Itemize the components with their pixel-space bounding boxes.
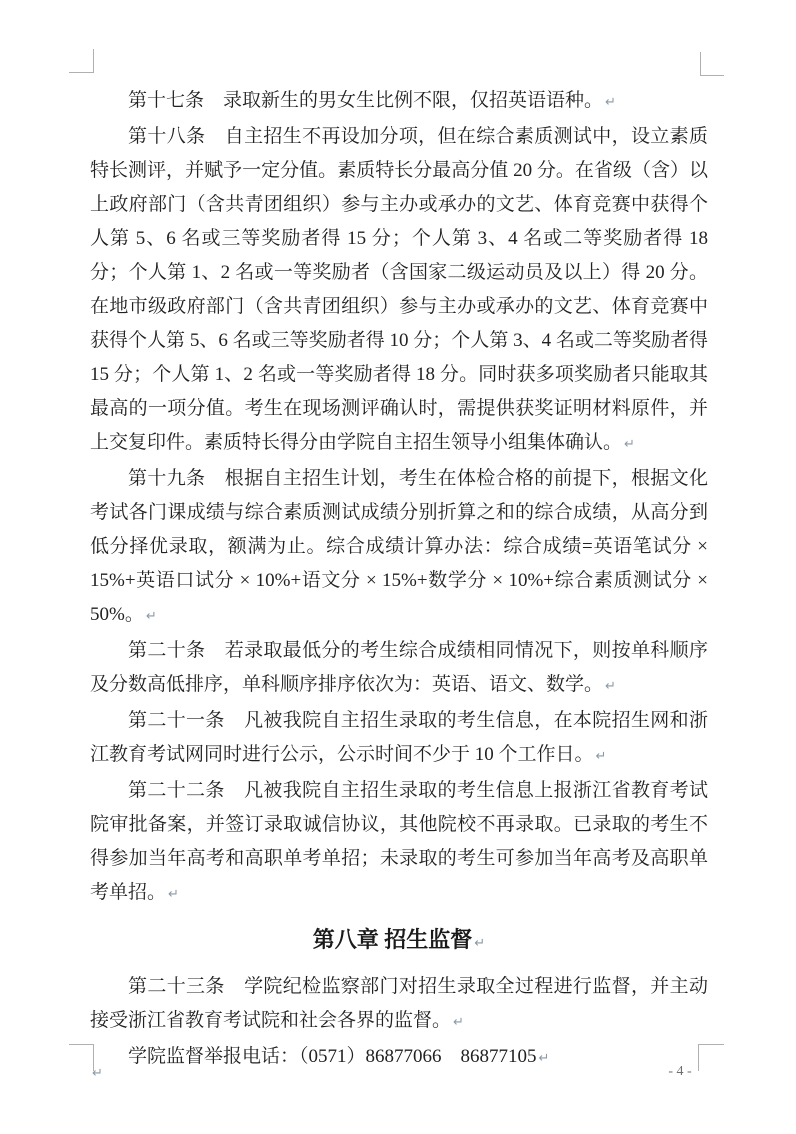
page-end-pilcrow-mark: ↵ bbox=[92, 1066, 103, 1081]
margin-crop-mark-top-left bbox=[69, 49, 94, 73]
paragraph-text: 第二十一条 凡被我院自主招生录取的考生信息，在本院招生网和浙江教育考试网同时进行公示，公示时间不少于 10 个工作日。 bbox=[90, 710, 708, 765]
paragraph-text: 第十九条 根据自主招生计划，考生在体检合格的前提下，根据文化考试各门课成绩与综合素质测试成绩分别折算之和的综合成绩，从高分到低分择优录取，额满为止。综合成绩计算办法：综合成绩=英语笔试分 × 15%+英语口试分 × 10%+语文分 × 15%+数学分 × 10%+综合素质测试分 × 50%。 bbox=[90, 468, 708, 625]
paragraph-article-22 bbox=[90, 774, 708, 912]
paragraph-article-23 bbox=[90, 970, 708, 1040]
paragraph-article-18 bbox=[90, 120, 708, 462]
pilcrow-mark: ↵ bbox=[624, 437, 635, 452]
pilcrow-mark: ↵ bbox=[595, 749, 607, 764]
chapter-heading-text: 第八章 招生监督 bbox=[312, 927, 473, 952]
pilcrow-mark: ↵ bbox=[605, 95, 616, 110]
pilcrow-mark: ↵ bbox=[168, 887, 179, 902]
pilcrow-mark: ↵ bbox=[605, 679, 616, 694]
paragraph-text: 第二十条 若录取最低分的考生综合成绩相同情况下，则按单科顺序及分数高低排序，单科顺序排序依次为：英语、语文、数学。 bbox=[90, 640, 708, 695]
paragraph-article-20 bbox=[90, 634, 708, 704]
supervision-phone-line bbox=[90, 1040, 708, 1076]
paragraph-article-17 bbox=[90, 84, 708, 120]
paragraph-article-21 bbox=[90, 704, 708, 774]
paragraph-text: 第十八条 自主招生不再设加分项，但在综合素质测试中，设立素质特长测评，并赋予一定分值。素质特长分最高分值 20 分。在省级（含）以上政府部门（含共青团组织）参与主办或承办的文艺、体育竞赛中获得个人第 5、6 名或三等奖励者得 15 分；个人第 3、4 名或二等奖励者得 18 分；个人第 1、2 名或一等奖励者（含国家二级运动员及以上）得 20 分。在地市级政府部门（含共青团组织）参与主办或承办的文艺、体育竞赛中获得个人第 5、6 名或三等奖励者得 10 分；个人第 3、4 名或二等奖励者得 15 分；个人第 1、2 名或一等奖励者得 18 分。同时获多项奖励者只能取其最高的一项分值。考生在现场测评确认时，需提供获奖证明材料原件，并上交复印件。素质特长得分由学院自主招生领导小组集体确认。 bbox=[90, 126, 708, 453]
paragraph-text: 第十七条 录取新生的男女生比例不限，仅招英语语种。 bbox=[128, 90, 604, 111]
paragraph-text: 第二十三条 学院纪检监察部门对招生录取全过程进行监督，并主动接受浙江省教育考试院和社会各界的监督。 bbox=[90, 976, 708, 1031]
chapter-8-heading bbox=[90, 921, 708, 963]
paragraph-text: 第二十二条 凡被我院自主招生录取的考生信息上报浙江省教育考试院审批备案，并签订录取诚信协议，其他院校不再录取。已录取的考生不得参加当年高考和高职单考单招；未录取的考生可参加当年高考及高职单考单招。 bbox=[90, 780, 708, 903]
pilcrow-mark: ↵ bbox=[474, 936, 486, 951]
margin-crop-mark-top-right bbox=[700, 52, 724, 76]
pilcrow-mark: ↵ bbox=[145, 609, 157, 624]
page-number: - 4 - bbox=[668, 1064, 692, 1079]
paragraph-text: 学院监督举报电话：（0571）86877066 86877105 bbox=[128, 1046, 537, 1067]
document-body bbox=[90, 84, 708, 1076]
pilcrow-mark: ↵ bbox=[538, 1051, 550, 1066]
pilcrow-mark: ↵ bbox=[453, 1015, 464, 1030]
paragraph-article-19 bbox=[90, 462, 708, 634]
